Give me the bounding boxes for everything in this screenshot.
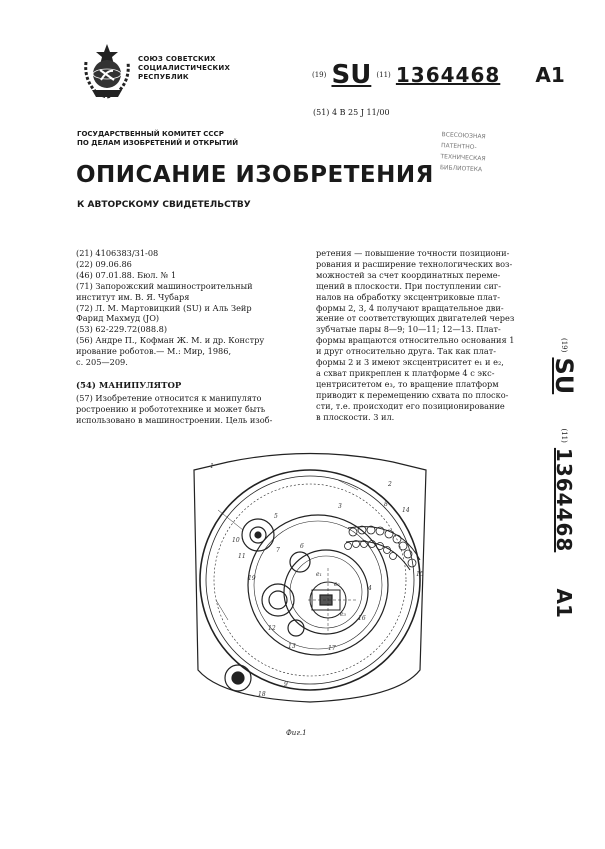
label-2: 2 — [388, 481, 392, 488]
label-1: 1 — [210, 463, 214, 470]
label-8: 8 — [384, 501, 388, 508]
bearing-balls — [345, 526, 417, 567]
label-5: 5 — [274, 513, 278, 520]
figure-labels — [210, 463, 424, 698]
label-19: 19 — [248, 575, 256, 582]
bibliographic-data: (21) 4106383/31-08 (22) 09.06.86 (46) 07.01.88. Бюл. № 1 (71) Запорожский машиностроительный институт им. В. Я. Чубаря (72) Л. М. Мартовицкий (SU) и Аль Зейр Фарид Махмуд (JO) (53) 62-229.72(088.8) (56) Андре П., Кофман Ж. М. и др. Констру ирование роботов.— М.: Мир, 1986, с. 205—209. — [76, 248, 265, 368]
pub-number: 1364468 — [395, 63, 501, 87]
country-org-name: СОЮЗ СОВЕТСКИХ СОЦИАЛИСТИЧЕСКИХ РЕСПУБЛИК — [138, 55, 231, 81]
label-3: 3 — [338, 503, 342, 510]
figure-caption: Фиг.1 — [286, 729, 307, 737]
document-title: ОПИСАНИЕ ИЗОБРЕТЕНИЯ — [76, 162, 434, 188]
label-7: 7 — [276, 547, 280, 554]
label-13: 13 — [288, 643, 296, 650]
label-e1: e₁ — [316, 571, 322, 578]
label-17: 17 — [328, 645, 336, 652]
label-9: 9 — [284, 681, 288, 688]
label-16: 16 — [358, 615, 366, 622]
emblem-icon — [78, 40, 136, 100]
side-publication-number: (19) SU (11) 1364468 A1 — [550, 338, 578, 618]
abstract-start: (57) Изобретение относится к манипулято ростроению и робототехнике и может быть использовано в машиностроении. Цель изоб- — [76, 393, 273, 425]
label-10: 10 — [232, 537, 240, 544]
code-19: (19) — [312, 71, 327, 79]
label-6: 6 — [300, 543, 304, 550]
abstract-continuation: ретения — повышение точности позициони- рования и расширение технологических воз- можностей за счет координатных переме- щений в плоскости. При поступлении сиг- налов на обработку эксцентриковые плат- формы 2, 3, 4 получают вращательное дви- жение от соответствующих двигателей через зубчатые пары 8—9; 10—11; 12—13. Плат- формы вращаются относительно основания 1 и друг относительно друга. Так как плат- формы 2 и 3 имеют эксцентриситет e₁ и e₂, а схват прикреплен к платформе 4 с экс- центриситетом e₃, то вращение платформ приводит к перемещению схвата по плоско- сти, т.е. происходит его позиционирование в плоскости. 3 ил. — [316, 248, 515, 422]
label-e3: e₃ — [340, 611, 346, 618]
label-11: 11 — [238, 553, 246, 560]
library-stamp: ВСЕСОЮЗНАЯ ПАТЕНТНО- ТЕХНИЧЕСКАЯ БИБЛИОТЕКА — [439, 131, 486, 174]
committee-name: ГОСУДАРСТВЕННЫЙ КОМИТЕТ СССР ПО ДЕЛАМ ИЗОБРЕТЕНИЙ И ОТКРЫТИЙ — [77, 130, 239, 147]
base-frame — [194, 454, 426, 703]
publication-number — [312, 60, 565, 90]
pub-kind: A1 — [535, 63, 565, 87]
label-14: 14 — [402, 507, 410, 514]
label-15: 15 — [416, 571, 424, 578]
invention-name: (54) МАНИПУЛЯТОР — [76, 381, 182, 391]
figure-1 — [188, 450, 433, 730]
label-e2: e₂ — [334, 581, 340, 588]
ussr-emblem — [78, 40, 136, 100]
country-code: SU — [331, 60, 372, 90]
code-11: (11) — [376, 71, 391, 79]
label-4: 4 — [368, 585, 372, 592]
document-subtitle: К АВТОРСКОМУ СВИДЕТЕЛЬСТВУ — [77, 200, 251, 210]
label-18: 18 — [258, 691, 266, 698]
ipc-classification: (51) 4 B 25 J 11/00 — [313, 108, 390, 117]
label-12: 12 — [268, 625, 276, 632]
manipulator-drawing — [188, 450, 433, 730]
